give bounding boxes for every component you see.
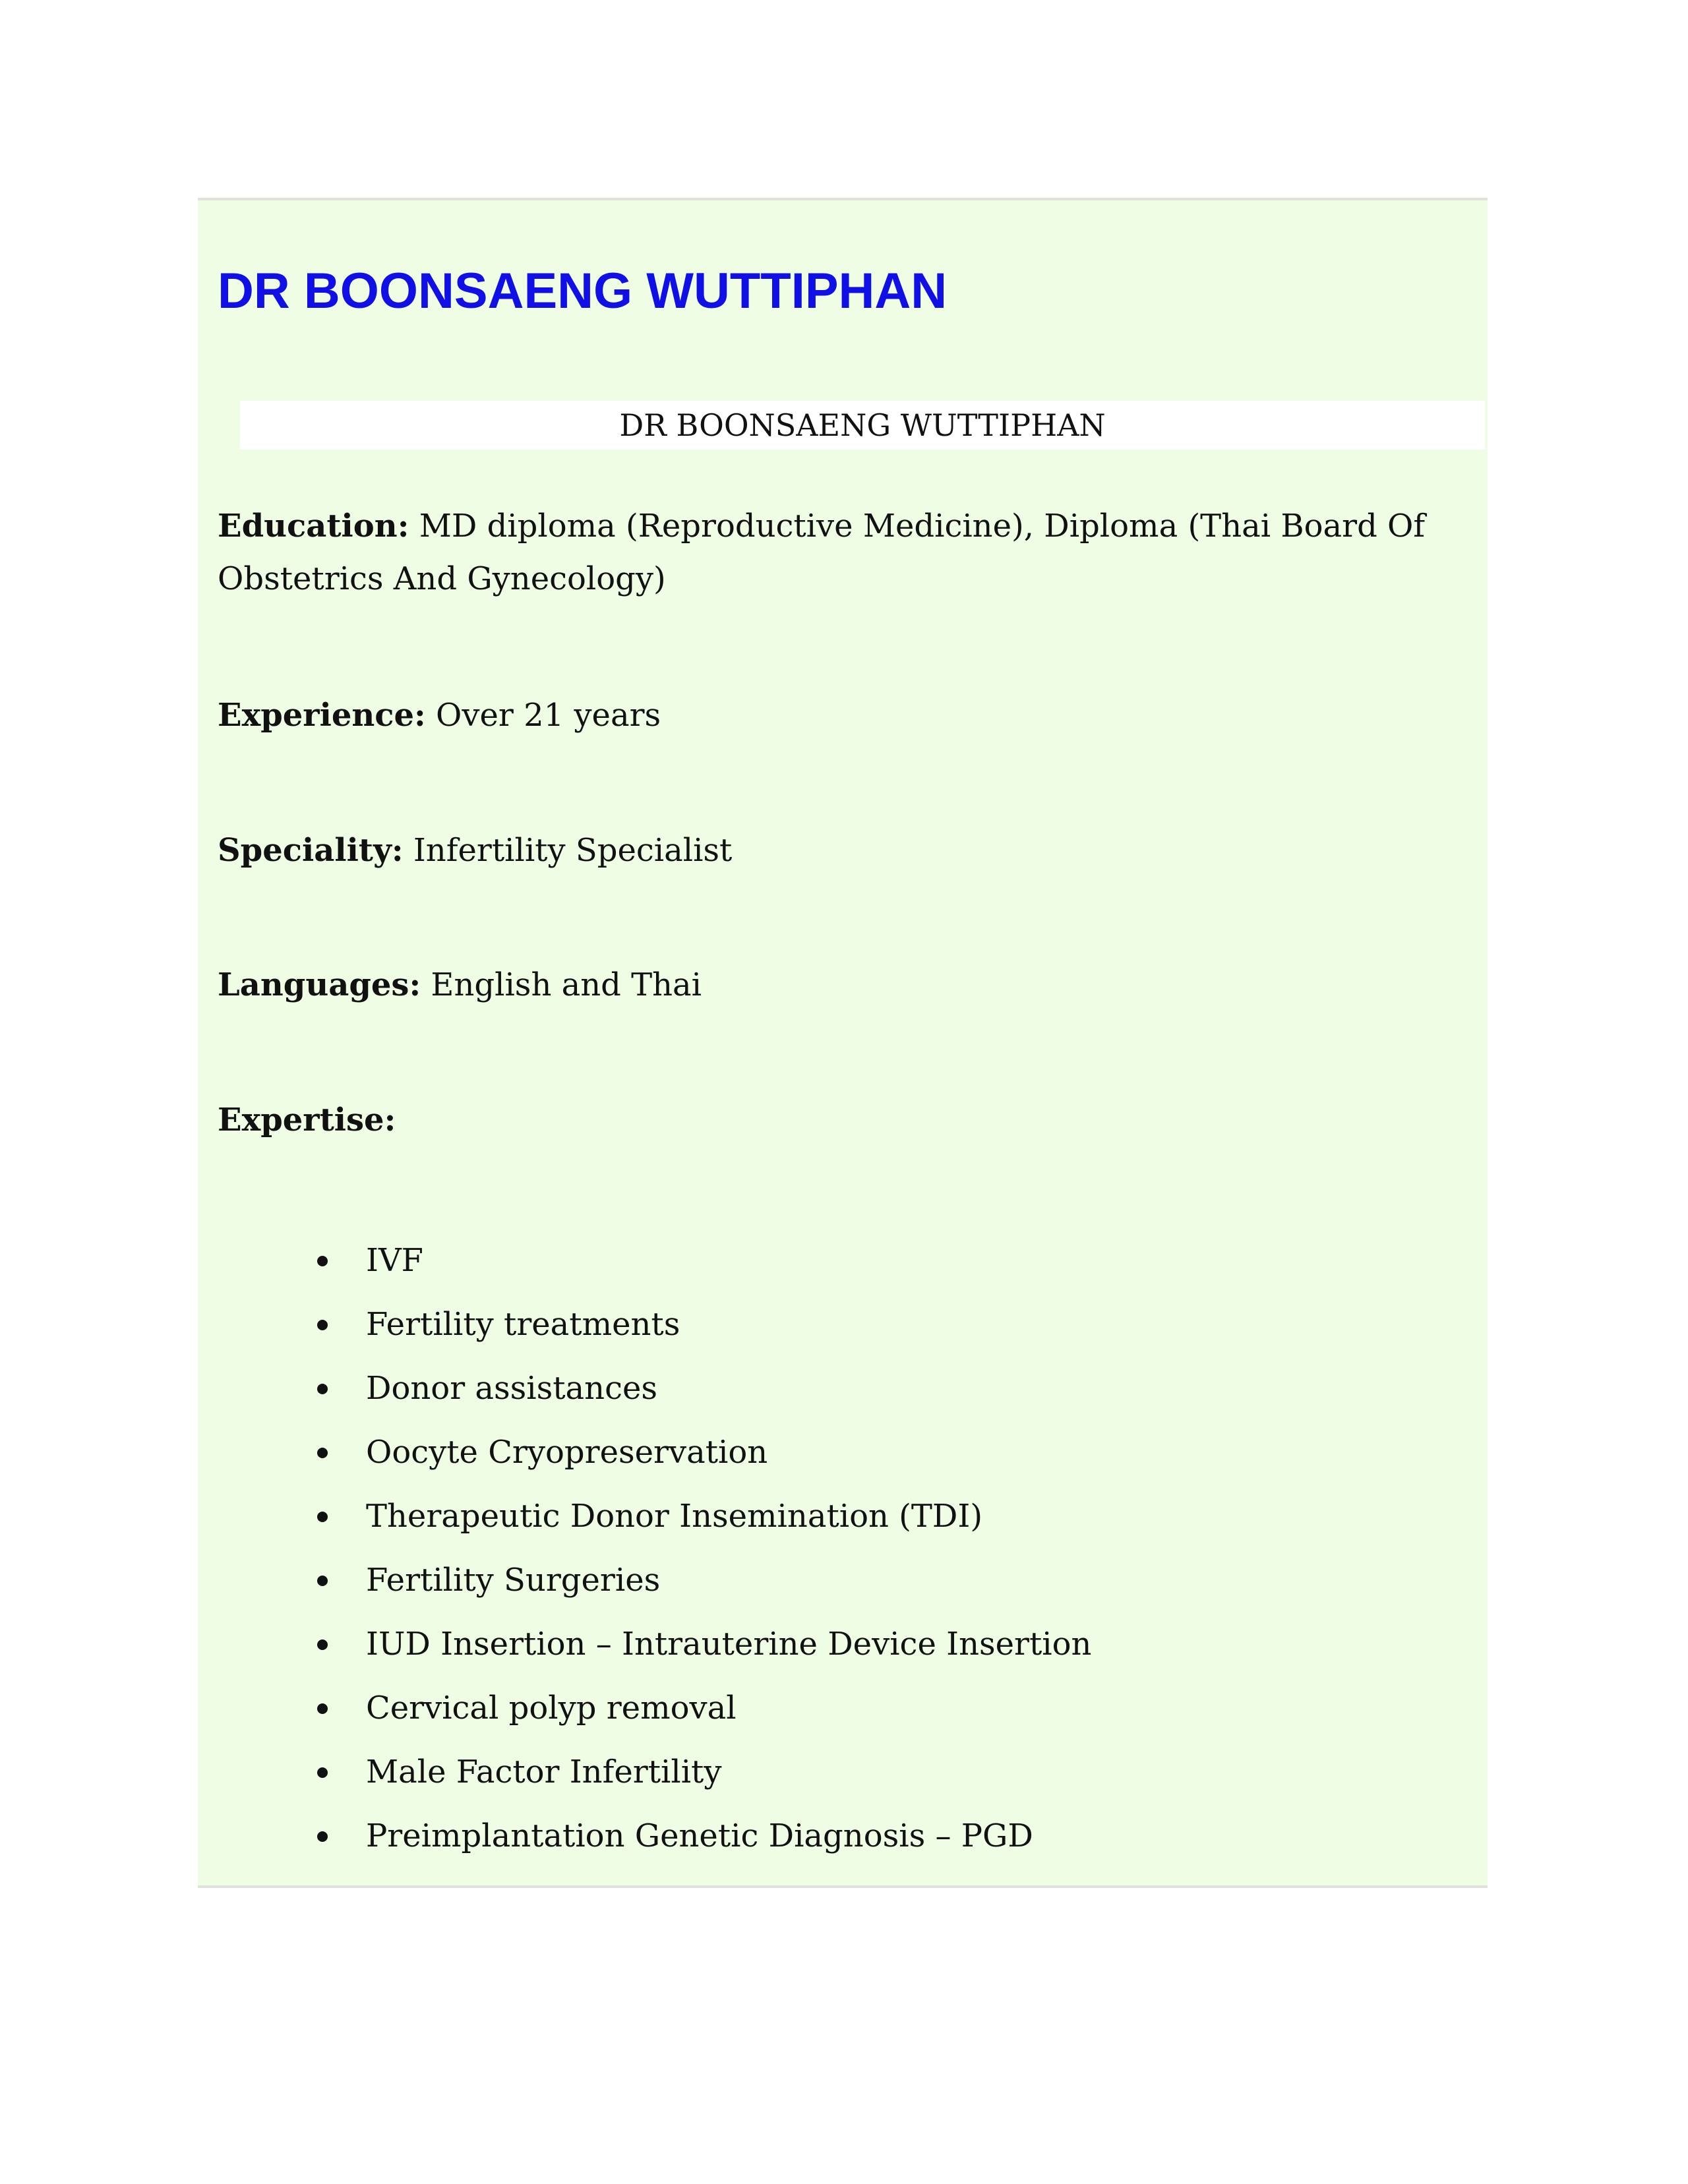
expertise-list [198, 1229, 1451, 1868]
expertise-item-label: Preimplantation Genetic Diagnosis – PGD [366, 1817, 1033, 1854]
expertise-item-label: IUD Insertion – Intrauterine Device Insertion [366, 1626, 1092, 1663]
expertise-item [198, 1612, 1451, 1676]
bullet-icon [317, 1831, 328, 1842]
expertise-item [198, 1804, 1451, 1868]
expertise-item-label: Fertility Surgeries [366, 1562, 661, 1599]
education-info [218, 500, 1451, 605]
bullet-icon [317, 1767, 328, 1778]
expertise-item [198, 1485, 1451, 1549]
expertise-item [198, 1229, 1451, 1293]
languages-info [218, 959, 1451, 1011]
education-value: MD diploma (Reproductive Medicine), Diploma (Thai Board Of Obstetrics And Gynecology) [218, 508, 1426, 597]
education-label: Education: [218, 508, 409, 545]
bullet-icon [317, 1320, 328, 1330]
languages-value: English and Thai [431, 966, 702, 1003]
expertise-item-label: Therapeutic Donor Insemination (TDI) [366, 1498, 983, 1535]
expertise-item [198, 1676, 1451, 1740]
expertise-item [198, 1357, 1451, 1421]
expertise-item-label: IVF [366, 1242, 423, 1279]
expertise-item-label: Male Factor Infertility [366, 1754, 722, 1790]
expertise-heading [218, 1094, 1451, 1146]
speciality-info [218, 824, 1451, 877]
experience-label: Experience: [218, 697, 426, 734]
expertise-item-label: Cervical polyp removal [366, 1690, 737, 1727]
expertise-item [198, 1740, 1451, 1804]
bullet-icon [317, 1384, 328, 1394]
languages-label: Languages: [218, 966, 421, 1003]
bullet-icon [317, 1703, 328, 1714]
expertise-label: Expertise: [218, 1102, 396, 1138]
experience-info [218, 689, 1451, 742]
bullet-icon [317, 1576, 328, 1586]
expertise-item-label: Fertility treatments [366, 1306, 680, 1343]
speciality-value: Infertility Specialist [413, 832, 733, 869]
doctor-photo-caption: DR BOONSAENG WUTTIPHAN [240, 401, 1485, 450]
bullet-icon [317, 1639, 328, 1650]
expertise-item-label: Donor assistances [366, 1370, 658, 1407]
doctor-profile-card [198, 198, 1488, 1888]
experience-value: Over 21 years [436, 697, 661, 734]
expertise-item [198, 1421, 1451, 1485]
bullet-icon [317, 1512, 328, 1522]
expertise-item [198, 1549, 1451, 1612]
bullet-icon [317, 1448, 328, 1458]
expertise-item-label: Oocyte Cryopreservation [366, 1434, 768, 1471]
speciality-label: Speciality: [218, 832, 404, 869]
expertise-item [198, 1293, 1451, 1357]
bullet-icon [317, 1256, 328, 1266]
doctor-name-heading: DR BOONSAENG WUTTIPHAN [218, 263, 948, 319]
